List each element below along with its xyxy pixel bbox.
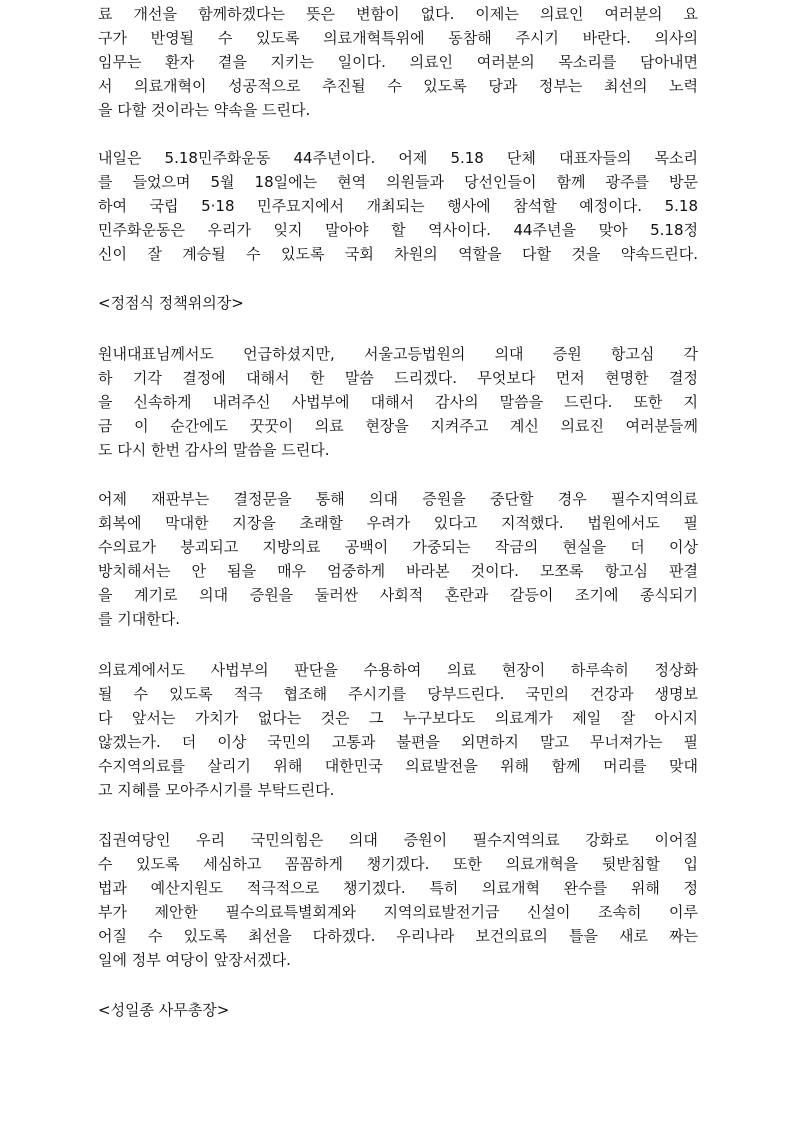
paragraph-court-decision-thanks [98,342,698,462]
text-line: 원내대표님께서도 언급하셨지만, 서울고등법원의 의대 증원 항고심 각 [98,345,698,363]
text-line: 법과 예산지원도 적극적으로 챙기겠다. 특히 의료개혁 완수를 위해 정 [98,879,698,897]
text-line: 방치해서는 안 됨을 매우 엄중하게 바라본 것이다. 모쪼록 항고심 판결 [98,562,698,580]
text-line: 도 다시 한번 감사의 말씀을 드린다. [98,441,330,459]
text-line: 어질 수 있도록 최선을 다하겠다. 우리나라 보건의료의 틀을 새로 짜는 [98,927,698,945]
text-line: 료 개선을 함께하겠다는 뜻은 변함이 없다. 이제는 의료인 여러분의 요 [98,5,698,23]
speaker-heading-secretary-general [98,998,698,1022]
text-line: 신이 잘 계승될 수 있도록 국회 차원의 역할을 다할 것을 약속드린다. [98,245,698,263]
text-line: 수지역의료를 살리기 위해 대한민국 의료발전을 위해 함께 머리를 맞대 [98,757,698,775]
text-line: 될 수 있도록 적극 협조해 주시기를 당부드린다. 국민의 건강과 생명보 [98,685,698,703]
paragraph-medical-reform-pledge [98,2,698,122]
text-line: 를 기대한다. [98,610,180,628]
text-line: 하 기각 결정에 대해서 한 말씀 드리겠다. 무엇보다 먼저 현명한 결정 [98,369,698,387]
paragraph-medical-community-request [98,658,698,802]
text-line: 집권여당인 우리 국민의힘은 의대 증원이 필수지역의료 강화로 이어질 [98,831,698,849]
text-line: 어제 재판부는 결정문을 통해 의대 증원을 중단할 경우 필수지역의료 [98,490,698,508]
paragraph-court-ruling [98,487,698,631]
paragraph-ruling-party-commitment [98,828,698,972]
text-line: 수의료가 붕괴되고 지방의료 공백이 가중되는 작금의 현실을 더 이상 [98,538,698,556]
speaker-heading-policy-chair [98,291,698,315]
text-line: 내일은 5.18민주화운동 44주년이다. 어제 5.18 단체 대표자들의 목소리 [98,149,698,167]
text-line: 다 앞서는 가치가 없다는 것은 그 누구보다도 의료계가 제일 잘 아시지 [98,709,698,727]
text-line: 고 지혜를 모아주시기를 부탁드린다. [98,781,335,799]
text-line: 을 신속하게 내려주신 사법부에 대해서 감사의 말씀을 드린다. 또한 지 [98,393,698,411]
speaker-heading: <정점식 정책위의장> [98,294,244,312]
text-line: 구가 반영될 수 있도록 의료개혁특위에 동참해 주시기 바란다. 의사의 [98,29,698,47]
text-line: 를 들었으며 5월 18일에는 현역 의원들과 당선인들이 함께 광주를 방문 [98,173,698,191]
text-line: 하여 국립 5·18 민주묘지에서 개최되는 행사에 참석할 예정이다. 5.18 [98,197,698,215]
text-line: 임무는 환자 곁을 지키는 일이다. 의료인 여러분의 목소리를 담아내면 [98,53,698,71]
text-line: 민주화운동은 우리가 잊지 말아야 할 역사이다. 44주년을 맞아 5.18정 [98,221,698,239]
text-line: 수 있도록 세심하고 꼼꼼하게 챙기겠다. 또한 의료개혁을 뒷받침할 입 [98,855,698,873]
text-line: 회복에 막대한 지장을 초래할 우려가 있다고 지적했다. 법원에서도 필 [98,514,698,532]
text-line: 금 이 순간에도 꿋꿋이 의료 현장을 지켜주고 계신 의료진 여러분들께 [98,417,698,435]
text-line: 부가 제안한 필수의료특별회계와 지역의료발전기금 신설이 조속히 이루 [98,903,698,921]
text-line: 을 계기로 의대 증원을 둘러싼 사회적 혼란과 갈등이 조기에 종식되기 [98,586,698,604]
text-line: 의료계에서도 사법부의 판단을 수용하여 의료 현장이 하루속히 정상화 [98,661,698,679]
text-line: 을 다할 것이라는 약속을 드린다. [98,101,311,119]
text-line: 않겠는가. 더 이상 국민의 고통과 불편을 외면하지 말고 무너져가는 필 [98,733,698,751]
text-line: 서 의료개혁이 성공적으로 추진될 수 있도록 당과 정부는 최선의 노력 [98,77,698,95]
speaker-heading: <성일종 사무총장> [98,1001,230,1019]
paragraph-518-anniversary [98,146,698,266]
text-line: 일에 정부 여당이 앞장서겠다. [98,951,291,969]
